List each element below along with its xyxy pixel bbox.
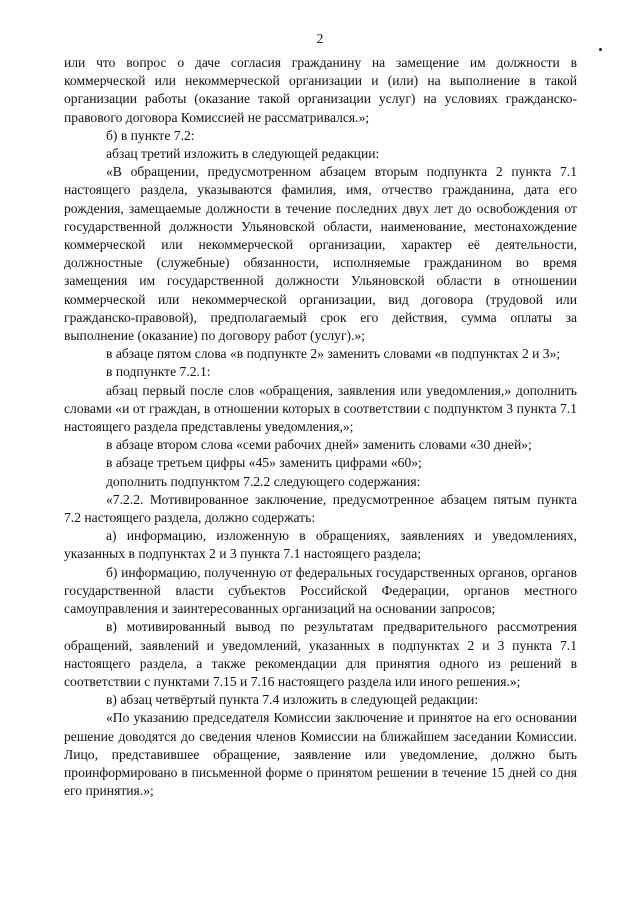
paragraph-continuation: или что вопрос о даче согласия гражданину на замещение им должности в коммерческой или некоммерческой организации и (или) на выполнение в такой организации работы (оказание такой организации услуг) на условиях гражданско-правового договора Комиссией не рассматривался.»; — [64, 55, 577, 125]
paragraph-item-b: б) в пункте 7.2: — [106, 127, 195, 143]
paragraph-abzac-second: в абзаце втором слова «семи рабочих дней» заменить словами «30 дней»; — [106, 437, 532, 453]
paragraph-abzac-first: абзац первый после слов «обращения, заявления или уведомления,» дополнить словами «и от граждан, в отношении которых в соответствии с подпунктом 3 пункта 7.1 настоящего раздела представлены уведомления,»; — [64, 382, 577, 435]
paragraph-item-b-info: б) информацию, полученную от федеральных государственных органов, органов государственной власти субъектов Российской Федерации, органов местного самоуправления и заинтересованных организаций на основании запросов; — [64, 564, 577, 617]
paragraph-quote-decision: «По указанию председателя Комиссии заключение и принятое на его основании решение доводятся до сведения членов Комиссии на ближайшем заседании Комиссии. Лицо, представившее обращение, заявление или уведомление, должно быть проинформировано в письменной форме о принятом решении в течение 15 дней со дня его принятия.»; — [64, 710, 577, 799]
paragraph-quote-obrashchenie: «В обращении, предусмотренном абзацем вторым подпункта 2 пункта 7.1 настоящего раздела, указываются фамилия, имя, отчество гражданина, дата его рождения, замещаемые должности в течение последних двух лет до освобождения от государственной должности Ульяновской области, наименование, местонахождение коммерческой или некоммерческой организации, характер её деятельности, должностные (служебные) обязанности, исполняемые гражданином во время замещения им государственной должности Ульяновской области в отношении коммерческой или некоммерческой организации, вид договора (трудовой или гражданско-правовой), предполагаемый срок его действия, сумма оплаты за выполнение (оказание) по договору работ (услуг).»; — [64, 164, 577, 344]
paragraph-item-v-7-4: в) абзац четвёртый пункта 7.4 изложить в следующей редакции: — [106, 692, 479, 708]
paragraph-7-2-2: «7.2.2. Мотивированное заключение, предусмотренное абзацем пятым пункта 7.2 настоящего раздела, должно содержать: — [64, 491, 577, 526]
paragraph-abzac-fifth: в абзаце пятом слова «в подпункте 2» заменить словами «в подпунктах 2 и 3»; — [106, 346, 561, 362]
paragraph-abzac-third: абзац третий изложить в следующей редакции: — [106, 146, 380, 162]
paragraph-subitem-7-2-1: в подпункте 7.2.1: — [106, 364, 211, 380]
paragraph-item-v-conclusion: в) мотивированный вывод по результатам предварительного рассмотрения обращений, заявлений и уведомлений, указанных в подпунктах 2 и 3 пункта 7.1 настоящего раздела, а также рекомендации для принятия одного из решений в соответствии с пунктами 7.15 и 7.16 настоящего раздела или иного решения.»; — [64, 619, 577, 689]
page-number: 2 — [316, 31, 324, 46]
paragraph-abzac-third-digits: в абзаце третьем цифры «45» заменить цифрами «60»; — [106, 455, 422, 471]
paragraph-add-subitem: дополнить подпунктом 7.2.2 следующего содержания: — [106, 473, 421, 489]
paragraph-item-a: а) информацию, изложенную в обращениях, заявлениях и уведомлениях, указанных в подпунктах 2 и 3 пункта 7.1 настоящего раздела; — [64, 528, 577, 562]
margin-mark — [599, 48, 602, 51]
document-body — [64, 54, 577, 800]
